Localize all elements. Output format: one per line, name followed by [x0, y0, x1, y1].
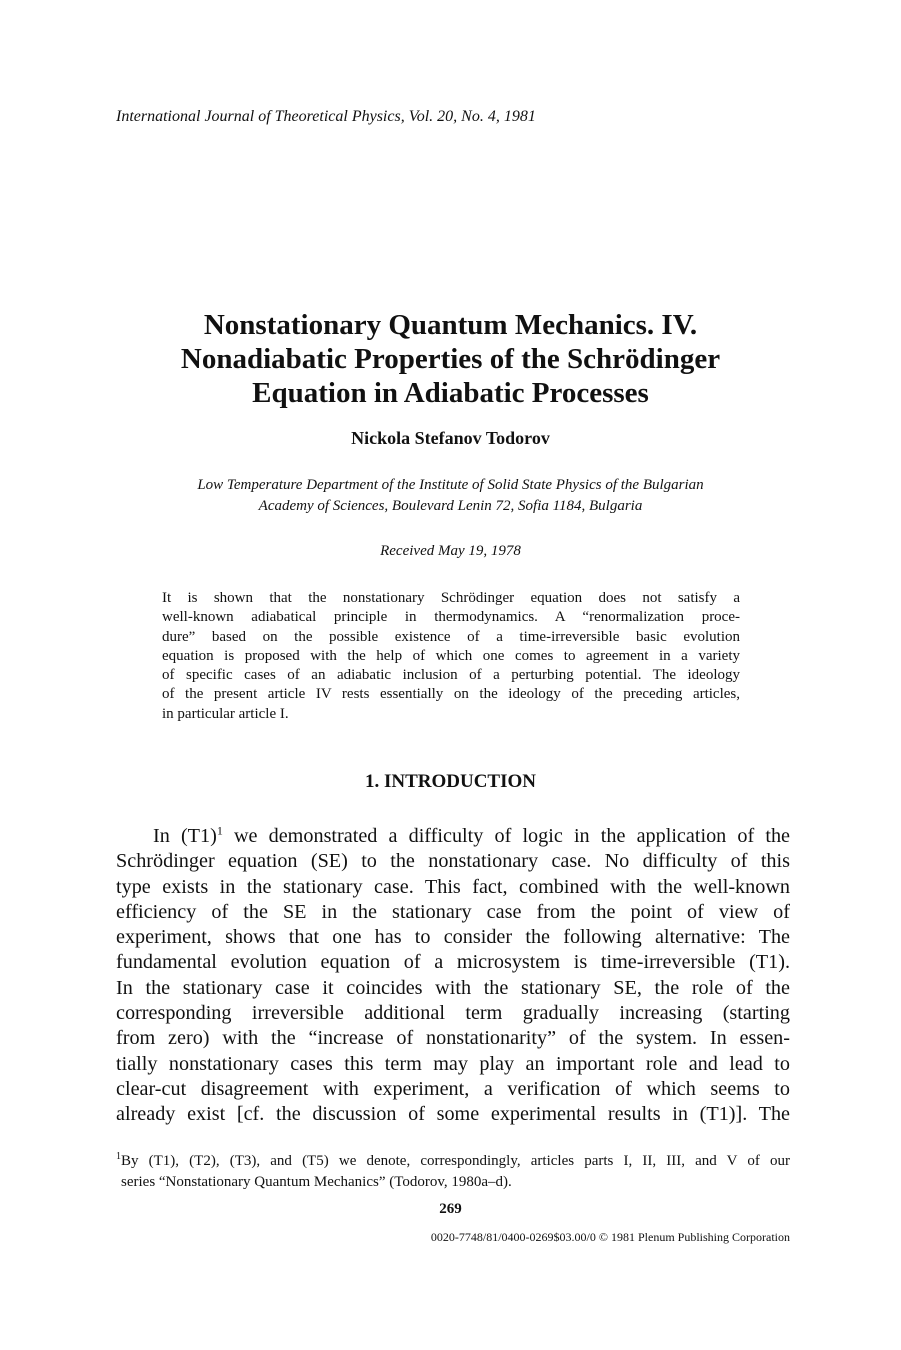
body-line: Schrödinger equation (SE) to the nonstationary case. No difficulty of this [116, 850, 790, 873]
body-paragraph [116, 824, 790, 1128]
body-line: already exist [cf. the discussion of some experimental results in (T1)]. The [116, 1103, 790, 1126]
abstract-line: of specific cases of an adiabatic inclusion of a perturbing potential. The ideology [162, 667, 740, 684]
body-line: tially nonstationary cases this term may play an important role and lead to [116, 1052, 790, 1075]
abstract-line: dure” based on the possible existence of a time-irreversible basic evolution [162, 628, 740, 645]
affiliation-line: Academy of Sciences, Boulevard Lenin 72, Sofia 1184, Bulgaria [258, 498, 643, 514]
title-line: Nonstationary Quantum Mechanics. IV. [203, 309, 698, 341]
body-line: In the stationary case it coincides with the stationary SE, the role of the [116, 976, 790, 999]
body-line: type exists in the stationary case. This fact, combined with the well-known [116, 875, 790, 898]
title-line: Nonadiabatic Properties of the Schrödinger [180, 343, 721, 375]
abstract [162, 589, 740, 724]
footnote-line [116, 1146, 790, 1172]
body-line [116, 824, 790, 849]
author-name: Nickola Stefanov Todorov [351, 428, 550, 448]
abstract-line: It is shown that the nonstationary Schrödinger equation does not satisfy a [162, 590, 740, 606]
abstract-line: of the present article IV rests essentially on the ideology of the preceding articles, [162, 686, 740, 703]
abstract-line: equation is proposed with the help of which one comes to agreement in a variety [162, 647, 740, 664]
footnote-line: series “Nonstationary Quantum Mechanics” (Todorov, 1980a–d). [121, 1174, 512, 1190]
footnote [116, 1146, 790, 1193]
affiliation-line: Low Temperature Department of the Institute of Solid State Physics of the Bulgarian [197, 477, 704, 493]
abstract-line: in particular article I. [162, 705, 289, 722]
body-line-start: In (T1) [153, 825, 217, 847]
body-line: fundamental evolution equation of a microsystem is time-irreversible (T1). [116, 951, 790, 974]
footnote-text: By (T1), (T2), (T3), and (T5) we denote, correspondingly, articles parts I, II, III, and V of our [121, 1153, 790, 1169]
page-number: 269 [439, 1201, 462, 1217]
journal-citation: International Journal of Theoretical Physics, Vol. 20, No. 4, 1981 [116, 108, 536, 125]
body-line: clear-cut disagreement with experiment, a verification of which seems to [116, 1077, 790, 1100]
body-line: experiment, shows that one has to consider the following alternative: The [116, 926, 790, 949]
title-line: Equation in Adiabatic Processes [252, 377, 649, 409]
body-line: from zero) with the “increase of nonstationarity” of the system. In essen- [116, 1027, 790, 1050]
received-date: Received May 19, 1978 [380, 543, 521, 559]
author-affiliation [90, 475, 811, 517]
article-title [90, 308, 811, 410]
section-heading: 1. INTRODUCTION [364, 771, 537, 792]
body-line-rest: we demonstrated a difficulty of logic in the application of the [222, 825, 791, 847]
abstract-line: well-known adiabatical principle in thermodynamics. A “renormalization proce- [162, 609, 740, 626]
body-line: efficiency of the SE in the stationary case from the point of view of [116, 900, 790, 923]
footnote-reference[interactable]: 1 [216, 823, 223, 838]
copyright-line: 0020-7748/81/0400-0269$03.00/0 © 1981 Plenum Publishing Corporation [430, 1230, 790, 1244]
body-line: corresponding irreversible additional term gradually increasing (starting [116, 1002, 790, 1025]
footnote-marker: 1 [116, 1151, 121, 1162]
